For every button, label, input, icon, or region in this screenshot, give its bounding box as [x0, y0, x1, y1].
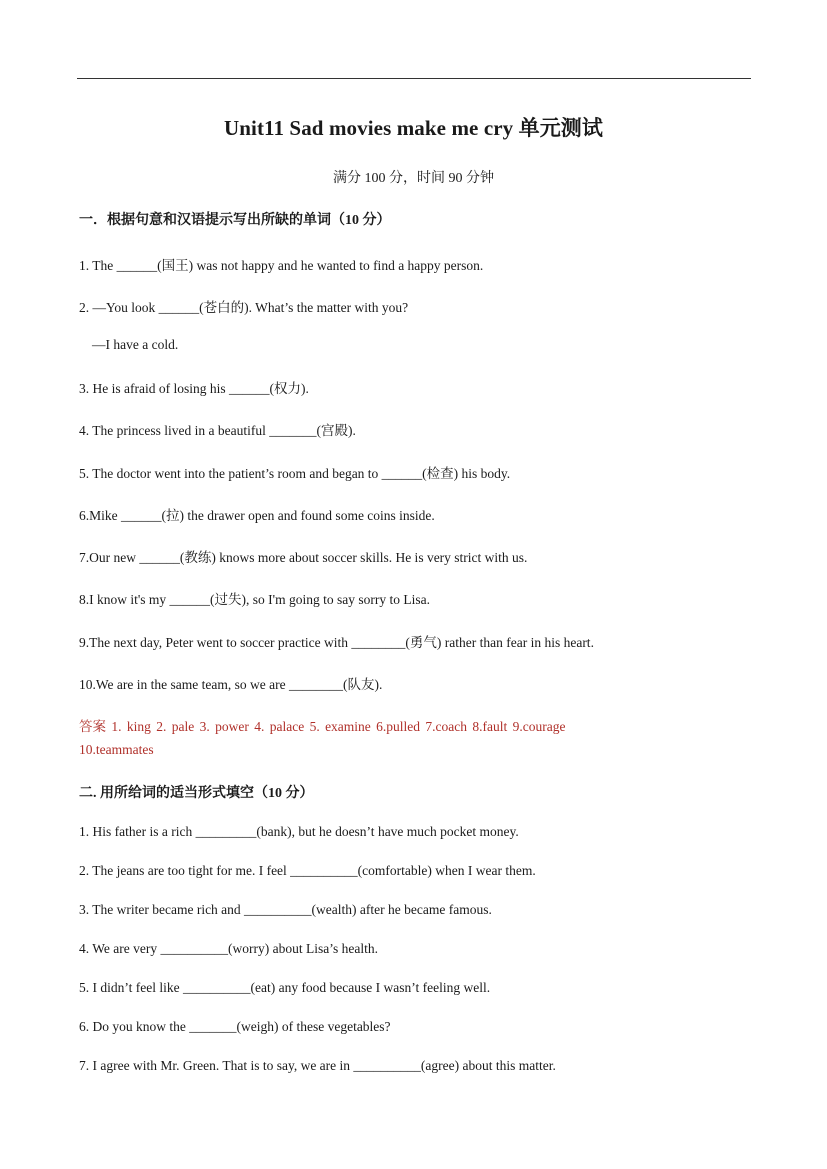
section1-item-3: 3. He is afraid of losing his ______(权力).: [79, 381, 309, 396]
section1-item-8: 8.I know it's my ______(过失), so I'm going to say sorry to Lisa.: [79, 592, 430, 607]
section2-item-1: 1. His father is a rich _________(bank), but he doesn’t have much pocket money.: [79, 824, 519, 839]
section2-item-2: 2. The jeans are too tight for me. I feel __________(comfortable) when I wear them.: [79, 863, 536, 878]
section1-item-10: 10.We are in the same team, so we are ________(队友).: [79, 677, 383, 692]
section2-heading: 二. 用所给词的适当形式填空（10 分）: [79, 786, 314, 801]
section1-item-2: 2. —You look ______(苍白的). What’s the matter with you?: [79, 300, 409, 315]
section1-item-6: 6.Mike ______(拉) the drawer open and found some coins inside.: [79, 508, 435, 523]
section2-item-5: 5. I didn’t feel like __________(eat) any food because I wasn’t feeling well.: [79, 980, 491, 995]
section1-item-1: 1. The ______(国王) was not happy and he wanted to find a happy person.: [79, 258, 484, 273]
section1-item-7: 7.Our new ______(教练) knows more about soccer skills. He is very strict with us.: [79, 550, 528, 565]
section1-item-9: 9.The next day, Peter went to soccer practice with ________(勇气) rather than fear in his heart.: [79, 635, 594, 650]
section2-item-6: 6. Do you know the _______(weigh) of these vegetables?: [79, 1019, 391, 1034]
section2-item-4: 4. We are very __________(worry) about Lisa’s health.: [79, 941, 378, 956]
section1-item-2-reply: —I have a cold.: [92, 337, 179, 352]
section2-item-7: 7. I agree with Mr. Green. That is to say, we are in __________(agree) about this matter.: [79, 1058, 556, 1073]
section1-heading: 一．根据句意和汉语提示写出所缺的单词（10 分）: [79, 213, 391, 228]
section2-item-3: 3. The writer became rich and __________(wealth) after he became famous.: [79, 902, 492, 917]
section1-item-4: 4. The princess lived in a beautiful _______(宫殿).: [79, 423, 356, 438]
section1-answer-line-2: 10.teammates: [79, 742, 154, 757]
document-subtitle: 满分 100 分，时间 90 分钟: [333, 171, 494, 186]
section1-item-5: 5. The doctor went into the patient’s room and began to ______(检查) his body.: [79, 466, 511, 481]
section1-answer-line-1: 答案 1. king 2. pale 3. power 4. palace 5. examine 6.pulled 7.coach 8.fault 9.courage: [79, 719, 566, 734]
document-title: Unit11 Sad movies make me cry 单元测试: [223, 116, 604, 140]
header-rule: [77, 78, 751, 79]
